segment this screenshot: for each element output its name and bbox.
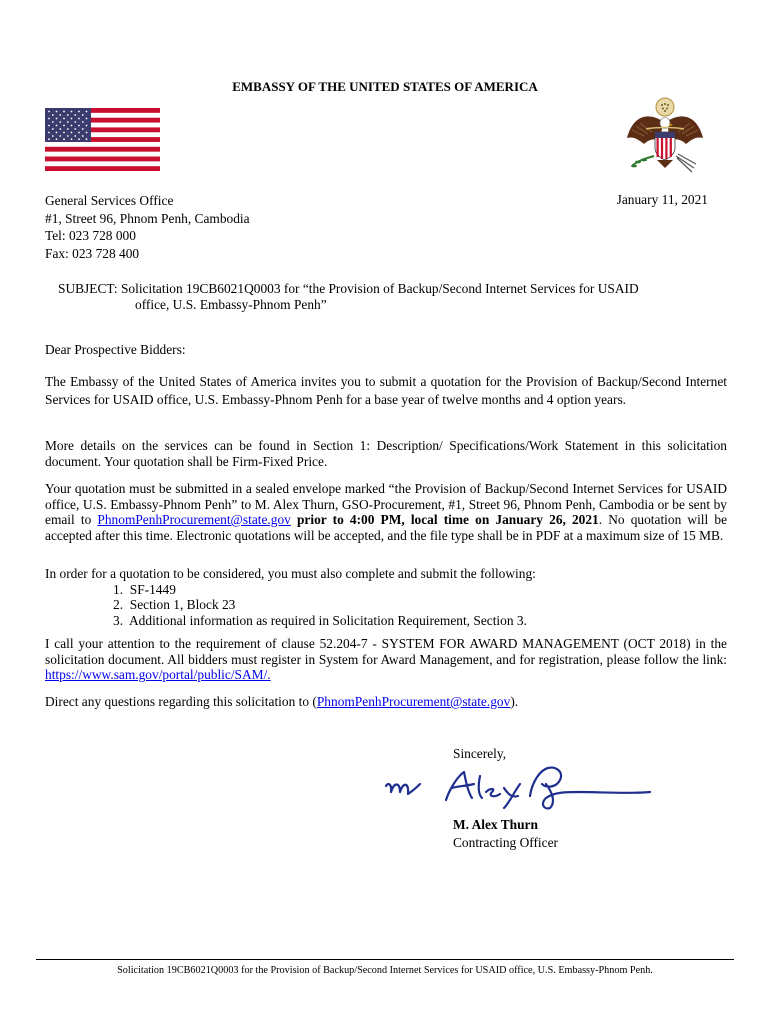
office-name: General Services Office — [45, 193, 174, 208]
salutation: Dear Prospective Bidders: — [45, 342, 186, 357]
subject-line-1: SUBJECT: Solicitation 19CB6021Q0003 for “the Provision of Backup/Second Internet Services for USAID — [58, 281, 639, 296]
page-footer: Solicitation 19CB6021Q0003 for the Provision of Backup/Second Internet Services for USAID office, U.S. Embassy-Phnom Penh. — [117, 965, 653, 976]
sam-text: I call your attention to the requirement of clause 52.204-7 - SYSTEM FOR AWARD MANAGEMENT (OCT 2018) in the solicitation document. All bidders must register in System for Award Management, and for registration, please follow the link: — [45, 636, 727, 667]
letterhead-title: EMBASSY OF THE UNITED STATES OF AMERICA — [232, 79, 538, 94]
list-item — [113, 582, 727, 598]
signer-title: Contracting Officer — [453, 835, 558, 850]
signer-name: M. Alex Thurn — [453, 817, 538, 832]
handwritten-signature — [380, 762, 655, 812]
list-item — [113, 613, 727, 629]
subject-line — [58, 281, 728, 313]
paragraph-submission — [45, 481, 727, 543]
list-text: Section 1, Block 23 — [129, 597, 236, 612]
procurement-email-link[interactable]: PhnomPenhProcurement@state.gov — [97, 512, 291, 527]
questions-text-end: ). — [510, 694, 519, 709]
us-flag-icon — [45, 108, 160, 171]
submission-text-end: . No quotation will be accepted after this time. Electronic quotations will be accepted, and the file type shall be in PDF at a maximum size of 15 MB. — [45, 512, 728, 543]
paragraph-sam-registration — [45, 636, 727, 683]
letter-date: January 11, 2021 — [616, 192, 708, 207]
list-text: Additional information as required in Solicitation Requirement, Section 3. — [129, 612, 527, 628]
closing-sincerely: Sincerely, — [453, 746, 507, 761]
submission-text: Your quotation must be submitted in a sealed envelope marked “the Provision of Backup/Second Internet Services for USAID office, U.S. Embassy-Phnom Penh” to M. Alex Thurn, GSO-Procurement, #1, Street 96, Phnom Penh, Cambodia or be sent by email to — [45, 481, 727, 527]
paragraph-requirements — [45, 566, 727, 628]
sam-portal-link[interactable]: https://www.sam.gov/portal/public/SAM/. — [45, 667, 271, 682]
paragraph-questions — [45, 694, 727, 710]
sender-address-block — [45, 192, 250, 262]
footer-divider — [36, 959, 734, 960]
questions-email-link[interactable]: PhnomPenhProcurement@state.gov — [316, 694, 511, 709]
subject-line-2: office, U.S. Embassy-Phnom Penh” — [135, 297, 327, 312]
great-seal-eagle-icon — [624, 96, 706, 178]
list-text: SF-1449 — [129, 581, 176, 597]
questions-text: Direct any questions regarding this solicitation to ( — [45, 694, 317, 709]
requirements-intro: In order for a quotation to be considered, you must also complete and submit the following: — [45, 566, 536, 581]
list-number: 2. — [113, 597, 124, 612]
list-item — [113, 597, 727, 613]
submission-deadline: prior to 4:00 PM, local time on January 26, 2021 — [290, 512, 599, 527]
paragraph-invitation: The Embassy of the United States of America invites you to submit a quotation for the Provision of Backup/Second Internet Services for USAID office, U.S. Embassy-Phnom Penh for a base year of twelve months and 4 option years. — [45, 374, 727, 407]
office-fax: Fax: 023 728 400 — [45, 245, 140, 261]
requirements-list — [45, 582, 727, 629]
paragraph-details: More details on the services can be found in Section 1: Description/ Specifications/Work Statement in this solicitation document. Your quotation shall be Firm-Fixed Price. — [45, 438, 727, 469]
list-number: 1. — [113, 581, 124, 597]
office-tel: Tel: 023 728 000 — [45, 228, 136, 243]
office-address: #1, Street 96, Phnom Penh, Cambodia — [45, 210, 250, 226]
list-number: 3. — [113, 612, 124, 628]
